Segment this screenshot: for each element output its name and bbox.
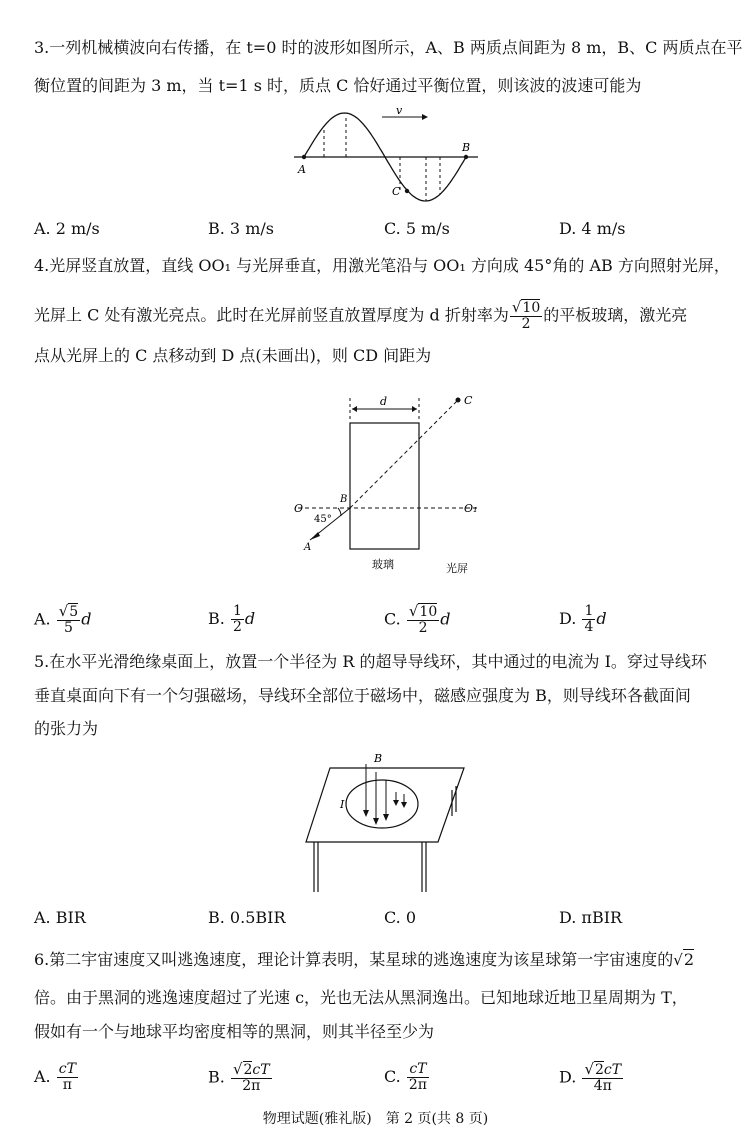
q5-table-figure xyxy=(300,750,470,898)
q4-option-c-den: 2 xyxy=(418,620,428,636)
q4-line-2-text-b: 的平板玻璃，激光亮 xyxy=(543,305,688,325)
q6-line-2: 倍。由于黑洞的逃逸速度超过了光速 c，光也无法从黑洞逸出。已知地球近地卫星周期为 T， xyxy=(34,988,688,1007)
q6-option-b: B. $\frac{√2cT}{2\pi}$ xyxy=(208,1060,270,1094)
q6-option-c-den: 2π xyxy=(408,1077,427,1093)
q5-option-c: C. 0 xyxy=(384,908,417,927)
q3-option-a: A. 2 m/s xyxy=(34,219,100,238)
q6-option-c xyxy=(384,1062,430,1093)
q4-option-b-den: 2 xyxy=(232,619,242,635)
q6-option-d: D. $\frac{√2cT}{4\pi}$ xyxy=(559,1060,622,1094)
q6-option-a-label: A. xyxy=(34,1067,51,1086)
q3-option-d: D. 4 m/s xyxy=(559,219,626,238)
q6-line-3: 假如有一个与地球平均密度相等的黑洞，则其半径至少为 xyxy=(34,1022,435,1041)
q6-option-a-num: cT xyxy=(58,1061,76,1077)
q3-option-b: B. 3 m/s xyxy=(208,219,274,238)
q4-option-a-num: 5 xyxy=(69,604,79,620)
q4-option-d-num: 1 xyxy=(584,603,594,619)
q6-sqrt-radicand: 2 xyxy=(683,950,695,969)
q4-option-a-den: 5 xyxy=(64,620,73,636)
q4-line-3: 点从光屏上的 C 点移动到 D 点(未画出)，则 CD 间距为 xyxy=(34,346,432,365)
q4-fig-O1-label: O₁ xyxy=(464,502,478,515)
q4-option-b-var: d xyxy=(244,609,256,628)
q4-option-d-den: 4 xyxy=(584,619,594,635)
q4-option-b xyxy=(208,604,255,635)
q6-option-b-den: 2π xyxy=(242,1078,261,1094)
q3-fig-C-label: C xyxy=(392,185,401,198)
q4-option-c-label: C. xyxy=(384,609,401,629)
q6-option-a-den: π xyxy=(62,1077,72,1093)
q6-line-1: 6.第二宇宙速度又叫逃逸速度，理论计算表明，某星球的逃逸速度为该星球第一宇宙速度的√2 xyxy=(34,950,695,969)
q3-option-c: C. 5 m/s xyxy=(384,219,450,238)
q6-option-c-label: C. xyxy=(384,1067,401,1086)
q4-fig-screen-label: 光屏 xyxy=(446,562,468,575)
q4-fig-A-label: A xyxy=(304,542,312,553)
q3-line-1: 3.一列机械横波向右传播，在 t=0 时的波形如图所示，A、B 两质点间距为 8 m，B、C 两质点在平 xyxy=(34,38,743,57)
q5-line-1: 5.在水平光滑绝缘桌面上，放置一个半径为 R 的超导导线环，其中通过的电流为 I。穿过导线环 xyxy=(34,652,707,671)
q3-wave-figure xyxy=(290,105,490,210)
q4-fig-glass-label: 玻璃 xyxy=(372,558,394,571)
q4-fig-B-label: B xyxy=(340,494,348,505)
q4-fig-angle-label: 45° xyxy=(314,514,332,525)
q4-option-b-num: 1 xyxy=(232,603,242,619)
q5-line-3: 的张力为 xyxy=(34,719,99,738)
q3-fig-A-label: A xyxy=(298,163,306,176)
q4-glass-figure xyxy=(290,390,490,580)
q4-fig-d-label: d xyxy=(380,395,388,408)
q3-line-2: 衡位置的间距为 3 m，当 t=1 s 时，质点 C 恰好通过平衡位置，则该波的波速可能为 xyxy=(34,76,642,95)
q4-fig-O-label: O xyxy=(294,502,304,515)
q5-option-b: B. 0.5BIR xyxy=(208,908,286,927)
q5-option-d: D. πBIR xyxy=(559,908,623,927)
q6-option-b-num: cT xyxy=(252,1062,270,1078)
q3-fig-v-label: v xyxy=(396,105,403,117)
q4-line-1: 4.光屏竖直放置，直线 OO₁ 与光屏垂直，用激光笔沿与 OO₁ 方向成 45°角的 AB 方向照射光屏， xyxy=(34,256,730,275)
q4-option-c-var: d xyxy=(440,609,451,629)
q5-fig-I-label: I xyxy=(340,798,345,811)
q4-option-d-var: d xyxy=(596,609,607,628)
page-footer: 物理试题(雅礼版) 第 2 页(共 8 页) xyxy=(262,1111,489,1127)
q4-option-a: A. $\frac{√5}{5}$ d xyxy=(34,602,92,636)
q6-option-d-num: cT xyxy=(603,1062,622,1078)
q6-option-b-label: B. xyxy=(208,1067,225,1087)
q4-option-a-var: d xyxy=(81,609,92,629)
q4-line-2 xyxy=(34,300,687,332)
q4-option-c-num: 10 xyxy=(419,604,438,620)
q5-option-a: A. BIR xyxy=(34,908,86,927)
q6-option-d-den: 4π xyxy=(593,1078,612,1094)
q6-option-d-label: D. xyxy=(559,1067,577,1087)
q4-option-d-label: D. xyxy=(559,609,577,628)
q5-fig-B-label: B xyxy=(374,752,383,765)
q4-index-radicand: 10 xyxy=(522,300,541,316)
q4-option-b-label: B. xyxy=(208,609,225,628)
q4-option-c: C. $\frac{√10}{2}$ d xyxy=(384,602,451,636)
q6-option-c-num: cT xyxy=(409,1061,427,1077)
q4-option-d xyxy=(559,604,607,635)
q4-fig-C-label: C xyxy=(464,394,473,407)
q4-refractive-index: $\frac{√10}{2}$ xyxy=(511,298,541,332)
q4-line-2-text-a: 光屏上 C 处有激光亮点。此时在光屏前竖直放置厚度为 d 折射率为 xyxy=(34,305,509,325)
q6-line-1-text: 6.第二宇宙速度又叫逃逸速度，理论计算表明，某星球的逃逸速度为该星球第一宇宙速度的 xyxy=(34,950,674,969)
q4-option-a-label: A. xyxy=(34,609,51,629)
q4-index-den: 2 xyxy=(521,316,531,332)
q3-fig-B-label: B xyxy=(462,141,471,154)
q6-option-a xyxy=(34,1062,79,1093)
q5-line-2: 垂直桌面向下有一个匀强磁场，导线环全部位于磁场中，磁感应强度为 B，则导线环各截面间 xyxy=(34,686,691,705)
